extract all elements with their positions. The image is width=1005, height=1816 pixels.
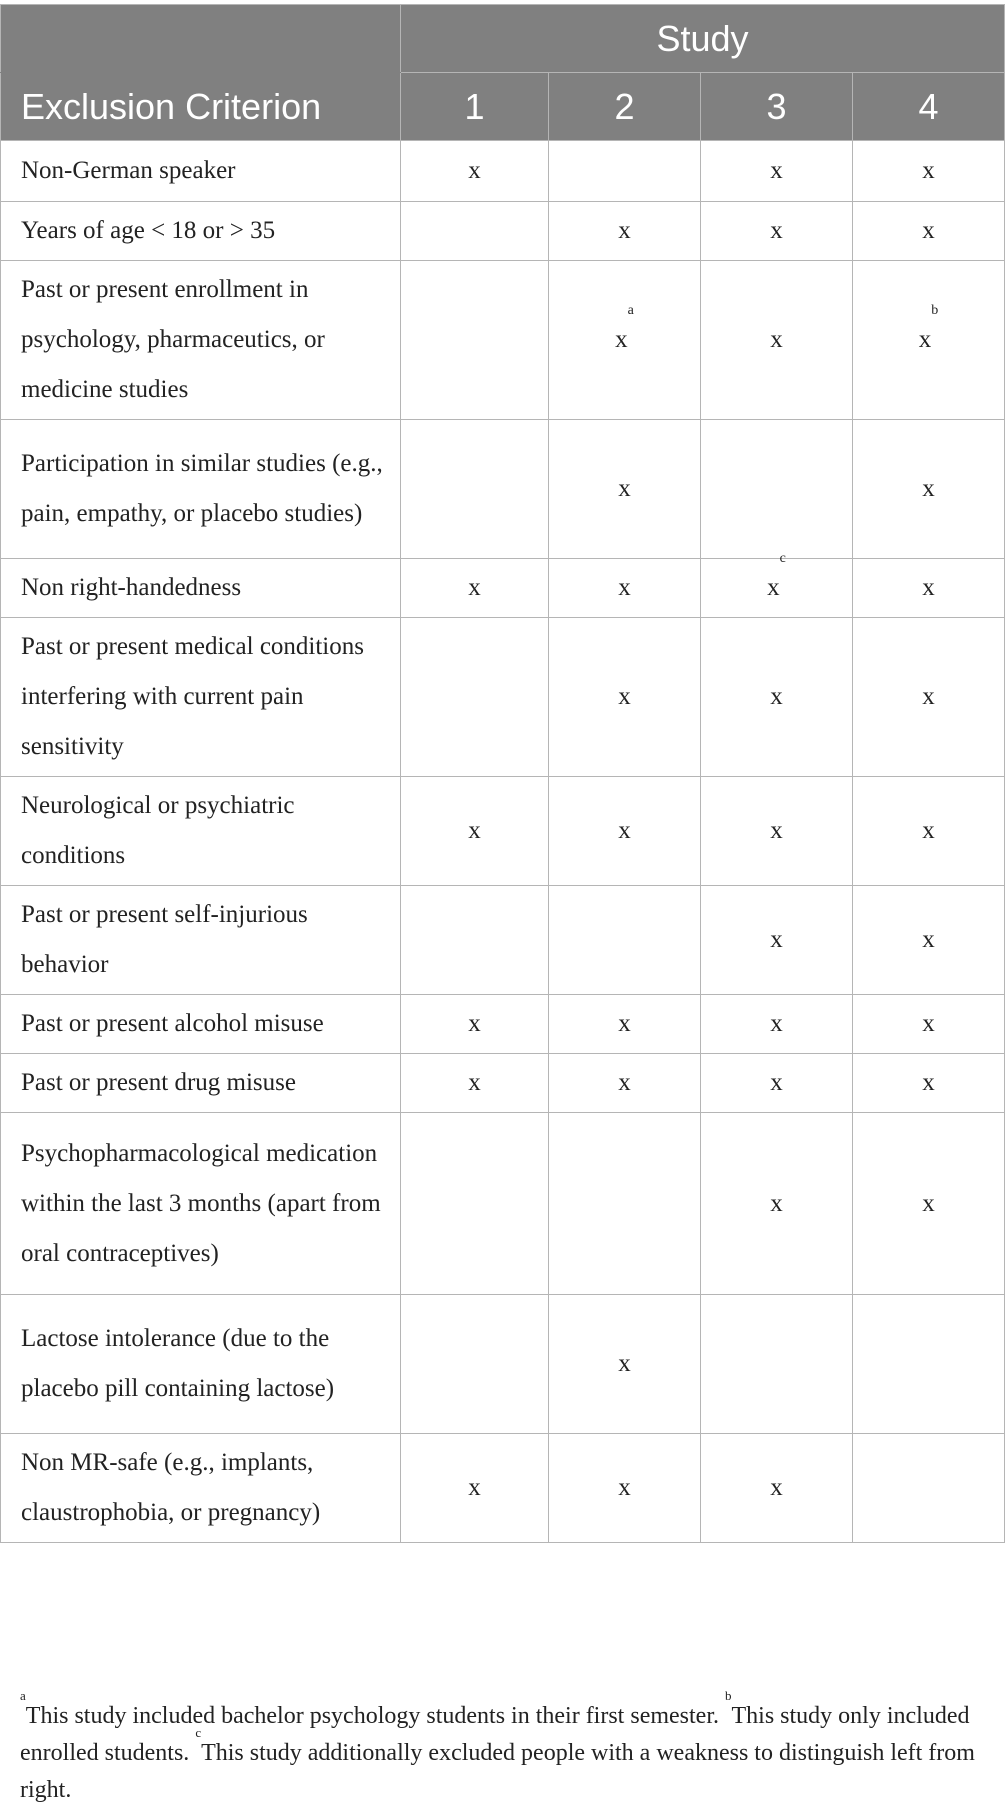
mark-value: x [922,683,935,710]
criterion-cell: Past or present self-injurious behavior [1,886,401,995]
study-2-mark-cell [549,202,701,261]
study-3-mark-cell [701,261,853,420]
study-4-mark-cell [853,886,1005,995]
study-1-mark-cell [401,202,549,261]
study-4-mark-cell [853,559,1005,618]
mark-value: x [922,1010,935,1037]
study-3-mark-cell [701,141,853,202]
study-1-mark-cell [401,618,549,777]
mark-value: x [770,1474,783,1501]
footnote-c-text: This study additionally excluded people with a weakness to distinguish left from right. [20,1740,975,1803]
mark-value: x [922,817,935,844]
criterion-cell: Past or present enrollment in psychology, pharmaceutics, or medicine studies [1,261,401,420]
study-1-mark-cell [401,1113,549,1295]
mark-value: x [770,326,783,353]
study-3-mark-cell [701,202,853,261]
study-2-mark-cell [549,777,701,886]
mark-value: x [618,217,631,244]
study-4-mark-cell [853,420,1005,559]
mark-value: x [615,326,628,353]
criterion-cell: Past or present medical conditions interfering with current pain sensitivity [1,618,401,777]
study-4-mark-cell [853,1434,1005,1543]
study-2-mark-cell [549,1295,701,1434]
study-3-mark-cell [701,420,853,559]
study-4-mark-cell [853,1054,1005,1113]
study-4-mark-cell [853,618,1005,777]
study-1-mark-cell [401,141,549,202]
table-row [1,202,1005,261]
study-4-mark-cell [853,1295,1005,1434]
study-3-mark-cell [701,886,853,995]
mark-value: x [468,1474,481,1501]
study-group-header: Study [401,5,1005,73]
study-1-mark-cell [401,1295,549,1434]
mark-value: x [468,1010,481,1037]
study-3-mark-cell [701,618,853,777]
header-row-study [1,5,1005,73]
table-row [1,618,1005,777]
mark-value: x [918,326,932,353]
study-1-mark-cell [401,777,549,886]
study-3-mark-cell [701,551,853,618]
study-2-mark-cell [549,886,701,995]
table-body [1,141,1005,1543]
study-1-mark-cell [401,1434,549,1543]
mark-value: x [618,1474,631,1501]
mark-value: x [468,1069,481,1096]
criterion-cell: Non-German speaker [1,141,401,202]
study-2-mark-cell [549,420,701,559]
criterion-cell: Non right-handedness [1,559,401,618]
study-3-mark-cell [701,777,853,886]
mark-value: x [618,574,631,601]
footnote-mark-c: c [195,1725,202,1740]
exclusion-criterion-header: Exclusion Criterion [1,73,401,141]
study-4-mark-cell [853,261,1005,420]
mark-value: x [770,1189,783,1217]
mark-value: x [922,1189,935,1217]
mark-value: x [618,1010,631,1037]
study-3-mark-cell [701,1113,853,1295]
footnote-mark-b: b [725,1688,732,1703]
criterion-cell: Lactose intolerance (due to the placebo pill containing lactose) [1,1295,401,1434]
mark-value: x [468,157,481,184]
footnote-a-text: This study included bachelor psychology students in their first semester. [25,1703,719,1729]
footnote-reference: b [931,303,939,318]
criterion-cell: Psychopharmacological medication within the last 3 months (apart from oral contraceptives) [1,1113,401,1295]
mark-value: x [770,1069,783,1096]
mark-value: x [770,926,783,953]
mark-value: x [468,817,481,844]
criterion-cell: Neurological or psychiatric conditions [1,777,401,886]
study-2-mark-cell [549,995,701,1054]
criterion-cell: Past or present alcohol misuse [1,995,401,1054]
mark-value: x [770,1010,783,1037]
criterion-cell: Participation in similar studies (e.g., pain, empathy, or placebo studies) [1,420,401,559]
mark-value: x [618,683,631,710]
table-row [1,1054,1005,1113]
study-1-mark-cell [401,886,549,995]
table-row [1,261,1005,420]
footnote-a [20,1688,719,1729]
footnote-reference: a [627,303,634,318]
table-row [1,141,1005,202]
mark-value: x [922,217,935,244]
table-footnotes [20,1688,980,1809]
study-1-mark-cell [401,995,549,1054]
study-1-mark-cell [401,420,549,559]
study-2-mark-cell [549,1054,701,1113]
study-3-mark-cell [701,1434,853,1543]
criterion-cell: Past or present drug misuse [1,1054,401,1113]
mark-value: x [770,157,783,184]
mark-value: x [468,574,481,601]
mark-value: x [770,217,783,244]
study-4-mark-cell [853,995,1005,1054]
study-1-mark-cell [401,559,549,618]
study-2-mark-cell [549,618,701,777]
study-2-mark-cell [549,1113,701,1295]
mark-value: x [770,817,783,844]
table-header [1,5,1005,141]
header-row-columns [1,73,1005,141]
study-2-mark-cell [549,141,701,202]
study-2-header: 2 [549,73,701,141]
criterion-cell: Non MR-safe (e.g., implants, claustrophobia, or pregnancy) [1,1434,401,1543]
table-row [1,420,1005,559]
mark-value: x [922,574,935,601]
study-3-mark-cell [701,1295,853,1434]
mark-value: x [770,683,783,710]
study-4-header: 4 [853,73,1005,141]
study-4-mark-cell [853,1113,1005,1295]
mark-value: x [922,157,935,184]
mark-value: x [618,475,631,502]
study-2-mark-cell [549,1434,701,1543]
footnote-mark-a: a [20,1688,26,1703]
header-blank-cell [1,5,401,73]
study-1-mark-cell [401,261,549,420]
table-row [1,1113,1005,1295]
footnote-reference: c [779,551,786,566]
study-2-mark-cell [549,261,701,420]
exclusion-criteria-table [0,4,1005,1543]
table-row [1,886,1005,995]
study-4-mark-cell [853,777,1005,886]
footnote-b-text: This study only included enrolled students. [20,1703,970,1766]
study-2-mark-cell [549,559,701,618]
study-3-mark-cell [701,995,853,1054]
study-1-header: 1 [401,73,549,141]
table-row [1,1434,1005,1543]
mark-value: x [922,475,935,502]
study-3-header: 3 [701,73,853,141]
mark-value: x [618,817,631,844]
study-3-mark-cell [701,1054,853,1113]
table-row [1,1295,1005,1434]
table-row [1,559,1005,618]
mark-value: x [767,574,780,601]
table-row [1,995,1005,1054]
mark-value: x [922,1069,935,1096]
table-row [1,777,1005,886]
mark-value: x [922,926,935,953]
criterion-cell: Years of age < 18 or > 35 [1,202,401,261]
mark-value: x [618,1350,631,1377]
study-4-mark-cell [853,141,1005,202]
mark-value: x [618,1069,631,1096]
study-1-mark-cell [401,1054,549,1113]
study-4-mark-cell [853,202,1005,261]
